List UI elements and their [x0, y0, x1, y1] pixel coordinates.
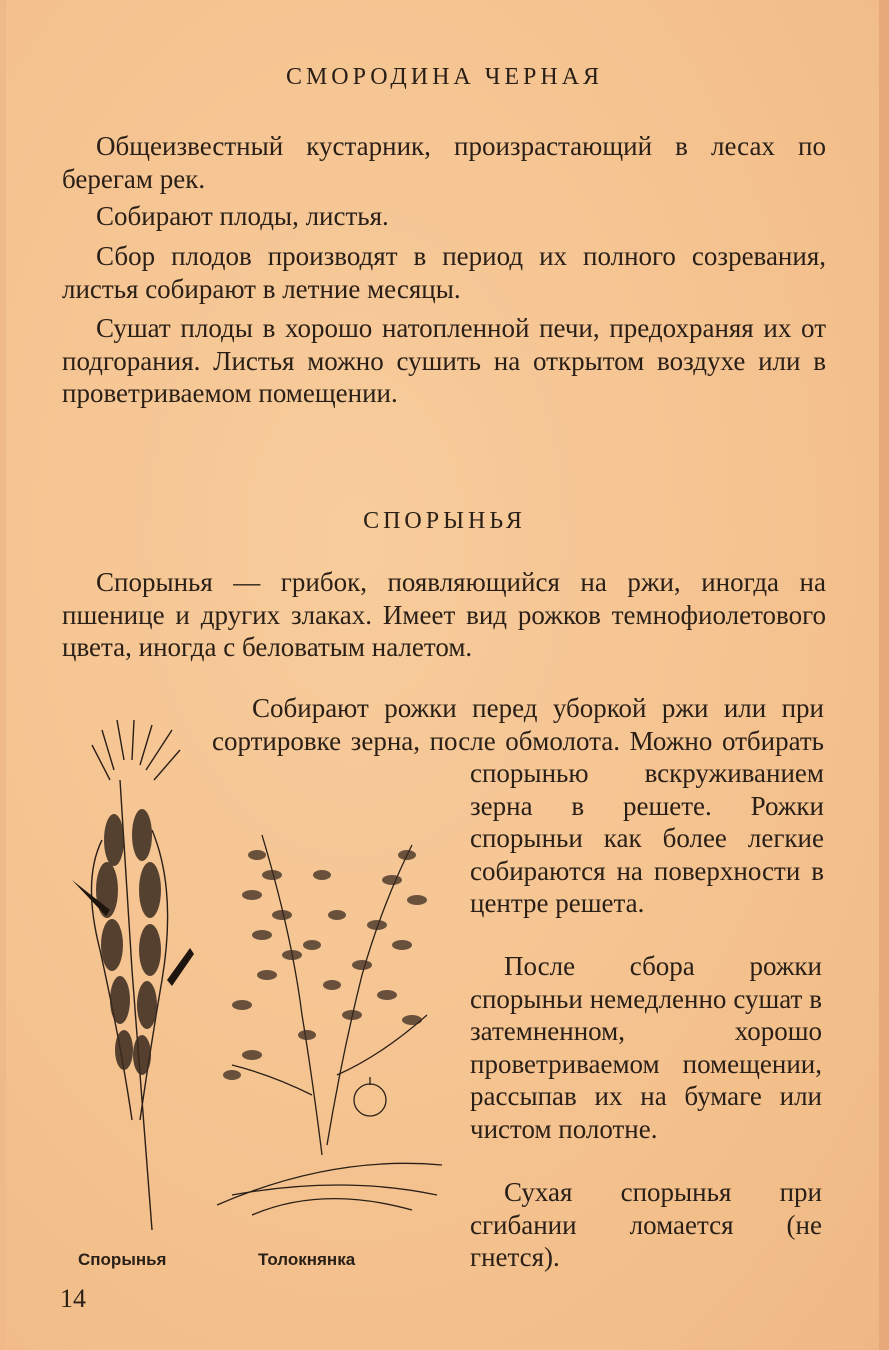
ergot-rye-ear-illustration	[62, 720, 202, 1240]
figure-caption-bearberry: Толокнянка	[258, 1250, 356, 1269]
figure-caption-ergot: Спорынья	[78, 1250, 167, 1269]
page-right-edge	[879, 0, 889, 1350]
ergot-paragraph-3: После сбора рожки спорыньи немедленно сушат в затемненном, хорошо проветриваемом помещении, рассыпав их на бумаге или чистом полотне.	[470, 951, 822, 1144]
currant-paragraph-3: Сбор плодов производят в период их полного созревания, листья собирают в летние месяцы.	[62, 241, 826, 304]
bearberry-plant-illustration	[212, 815, 452, 1225]
page-left-edge	[0, 0, 6, 1350]
section-title-currant: СМОРОДИНА ЧЕРНАЯ	[285, 64, 604, 90]
ergot-paragraph-4: Сухая спорынья при сгибании ломается (не гнется).	[470, 1177, 822, 1272]
ergot-paragraph-1: Спорынья — грибок, появляющийся на ржи, иногда на пшенице и других злаках. Имеет вид рожков темнофиолетового цвета, иногда с беловатым налетом.	[62, 567, 826, 662]
currant-paragraph-1: Общеизвестный кустарник, произрастающий в лесах по берегам рек.	[62, 131, 826, 194]
page-number: 14	[60, 1284, 86, 1313]
currant-paragraph-4: Сушат плоды в хорошо натопленной печи, предохраняя их от подгорания. Листья можно сушить на открытом воздухе или в проветриваемом помещении.	[62, 313, 826, 408]
ergot-paragraph-2: Собирают рожки перед уборкой ржи или при сортировке зерна, после обмолота. Можно отбирать спорынью вскруживанием зерна в решете. Рожки спорыньи как более легкие собираются на поверхности в центре решета.	[212, 692, 824, 920]
section-title-ergot: СПОРЫНЬЯ	[363, 508, 526, 534]
currant-paragraph-2: Собирают плоды, листья.	[96, 201, 389, 231]
